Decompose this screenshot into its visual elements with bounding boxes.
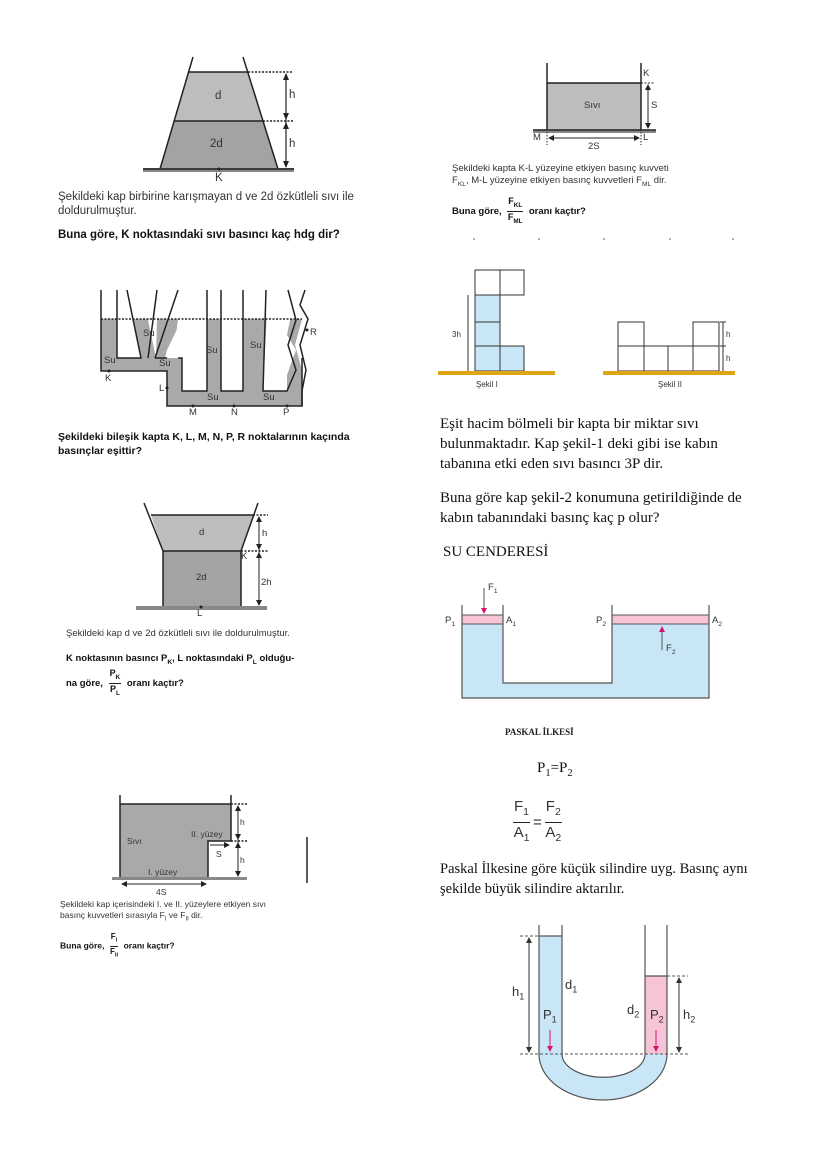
label-d: d — [215, 90, 222, 102]
label-k: K — [105, 373, 112, 384]
q4-question-cont: na göre, $\frac{P_K}{P_L}$ oranı kaçtır? — [66, 668, 184, 697]
label-k: K — [643, 68, 650, 79]
label-h: h — [262, 528, 268, 539]
label-h: h — [726, 354, 731, 363]
label-p1: $P_1$ — [445, 615, 456, 628]
label-s: S — [216, 849, 222, 859]
label-su: Su — [207, 392, 219, 403]
q4-question: K noktasının basıncı $P_K$, L noktasındaki $P_L$ olduğu- — [66, 653, 295, 666]
label-surface-2: II. yüzey — [191, 829, 223, 839]
label-su: Su — [250, 340, 262, 351]
fig2-label: Şekil II — [658, 380, 683, 389]
press-heading: SU CENDERESİ — [443, 544, 549, 560]
q2-dots — [473, 238, 734, 240]
principle-paragraph: Paskal İlkesine göre küçük silindire uyg. Basınç aynı şekilde büyük silindire aktarılır. — [440, 861, 748, 897]
q2-text: Şekildeki kapta K-L yüzeyine etkiyen basınç kuvveti $F_{KL}$, M-L yüzeyine etkiyen basınç kuvvetleri $F_{ML}$ dir. — [452, 163, 669, 188]
label-liquid: Sıvı — [584, 100, 601, 111]
principle-heading: PASKAL İLKESİ — [505, 727, 574, 737]
label-h1: $h_1$ — [512, 984, 525, 1002]
label-p2: $P_2$ — [650, 1007, 664, 1025]
label-l: L — [159, 383, 165, 394]
label-l: L — [197, 608, 203, 619]
label-h: h — [289, 138, 296, 150]
label-4s: 4S — [156, 887, 167, 897]
label-f1: $F_1$ — [488, 582, 498, 595]
label-liquid: Sıvı — [127, 836, 142, 846]
label-a1: $A_1$ — [506, 615, 517, 628]
label-p1: $P_1$ — [543, 1007, 557, 1025]
label-2d: 2d — [196, 572, 207, 583]
label-m: M — [533, 132, 541, 143]
label-d: d — [199, 527, 205, 538]
label-p2: $P_2$ — [596, 615, 607, 628]
label-2h: 2h — [261, 577, 272, 588]
q1-question: Buna göre, K noktasındaki sıvı basıncı kaç hdg dir? — [58, 229, 340, 241]
label-m: M — [189, 407, 197, 418]
q1-figure — [143, 57, 294, 172]
q4-figure — [136, 503, 268, 610]
label-2s: 2S — [588, 141, 600, 152]
label-2d: 2d — [210, 138, 223, 150]
q5-text: Şekildeki kap içerisindeki I. ve II. yüzeylere etkiyen sıvı basınç kuvvetleri sırasıyla $F_I$ ve $F_{II}$ dir. — [60, 899, 266, 923]
q6-paragraph-1: Eşit hacim bölmeli bir kapta bir miktar sıvı bulunmaktadır. Kap şekil-1 deki gibi ise kabın tabanına etki eden sıvı basıncı 3P dir. — [440, 416, 718, 472]
label-h: h — [240, 817, 245, 827]
label-r: R — [310, 327, 317, 338]
pressure-equation: $P_1=P_2$ — [537, 760, 573, 779]
label-d1: $d_1$ — [565, 977, 578, 995]
label-d2: $d_2$ — [627, 1002, 640, 1020]
label-h: h — [240, 855, 245, 865]
label-h: h — [726, 330, 731, 339]
label-h2: $h_2$ — [683, 1007, 696, 1025]
label-s: S — [651, 100, 658, 111]
label-k: K — [241, 551, 248, 562]
q5-question: Buna göre, $\frac{F_I}{F_{II}}$ oranı kaçtır? — [60, 932, 175, 959]
force-area-equation: $\frac{F_1}{A_1}$ = $\frac{F_2}{A_2}$ — [513, 798, 562, 844]
q2-question: Buna göre, $\frac{F_{KL}}{F_{ML}}$ oranı kaçtır? — [452, 196, 586, 225]
q6-paragraph-2: Buna göre kap şekil-2 konumuna getirildiğinde de kabın tabanındaki basınç kaç p olur? — [440, 490, 742, 526]
label-k: K — [215, 172, 223, 184]
label-su: Su — [206, 345, 218, 356]
q6-figures — [438, 270, 735, 375]
label-su: Su — [143, 328, 155, 339]
label-3h: 3h — [452, 330, 461, 339]
label-p: P — [283, 407, 290, 418]
label-su: Su — [104, 355, 116, 366]
q1-text: Şekildeki kap birbirine karışmayan d ve 2d özkütleli sıvı ile doldurulmuştur. — [58, 191, 354, 217]
label-surface-1: I. yüzey — [148, 867, 178, 877]
label-a2: $A_2$ — [712, 615, 723, 628]
q4-text: Şekildeki kap d ve 2d özkütleli sıvı ile doldurulmuştur. — [66, 628, 290, 639]
label-f2: $F_2$ — [666, 643, 676, 656]
q3-question: Şekildeki bileşik kapta K, L, M, N, P, R noktalarının kaçında basınçlar eşittir? — [58, 431, 350, 457]
q3-figure — [101, 290, 309, 408]
label-l: L — [643, 132, 649, 143]
label-su: Su — [159, 358, 171, 369]
label-h: h — [289, 89, 296, 101]
fig1-label: Şekil I — [476, 380, 498, 389]
label-n: N — [231, 407, 238, 418]
label-su: Su — [263, 392, 275, 403]
